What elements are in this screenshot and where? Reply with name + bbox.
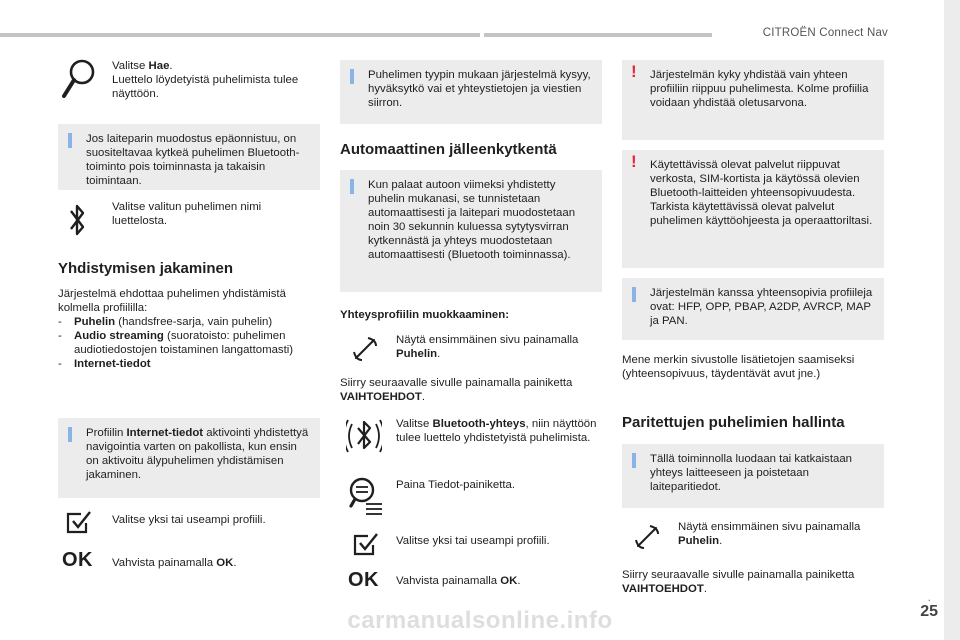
note-manage-paired: Tällä toiminnolla luodaan tai katkaistaan yhteys laitteeseen ja poistetaan laiteparitiedot.	[622, 444, 884, 508]
note-contacts-transfer: Puhelimen tyypin mukaan järjestelmä kysyy, hyväksytkö vai et yhteystietojen ja viestien siirron.	[340, 60, 602, 124]
heading-connection-sharing: Yhdistymisen jakaminen	[58, 260, 234, 277]
step-confirm: Vahvista painamalla OK.	[112, 557, 237, 569]
info-bar-icon	[350, 179, 354, 194]
step-select-profiles: Valitse yksi tai useampi profiili.	[396, 535, 550, 547]
page-number: 25	[920, 603, 938, 620]
step-search: Valitse Hae. Luettelo löydetyistä puhelimista tulee näyttöön.	[112, 60, 299, 100]
step-confirm: Vahvista painamalla OK.	[396, 575, 521, 587]
search-icon	[60, 58, 98, 100]
note-internet-data: Profiilin Internet-tiedot aktivointi yhdistettyä navigointia varten on pakollista, kun ensin on aktivoitu älypuhelimen yhdistämisen jakaminen.	[58, 418, 320, 498]
ok-icon: OK	[62, 549, 93, 571]
phone-icon	[634, 524, 660, 550]
profile-item-audio: - Audio streaming (suoratoisto: puhelimen audiotiedostojen toistaminen langattomasti)	[58, 330, 294, 356]
bluetooth-connection-icon	[346, 414, 382, 458]
step-bluetooth-connection: Valitse Bluetooth-yhteys, niin näyttöön tulee luettelo yhdistetyistä puhelimista.	[396, 418, 597, 444]
step-select-profiles: Valitse yksi tai useampi profiili.	[112, 514, 266, 526]
brand-title: CITROËN Connect Nav	[762, 27, 888, 39]
bluetooth-icon	[66, 202, 88, 238]
side-strip	[944, 0, 960, 640]
checkbox-icon	[352, 532, 380, 558]
profile-item-internet: - Internet-tiedot	[58, 358, 151, 370]
profile-list	[58, 315, 320, 371]
ok-icon: OK	[348, 569, 379, 591]
step-show-home: Näytä ensimmäinen sivu painamalla Puhelin.	[396, 334, 579, 360]
page-marker: .	[927, 590, 931, 604]
profile-item-phone: - Puhelin (handsfree-sarja, vain puhelin)	[58, 316, 273, 328]
warning-icon: !	[631, 152, 637, 171]
warning-services: ! Käytettävissä olevat palvelut riippuvat verkosta, SIM-kortista ja käytössä olevien Bluetooth-laitteiden yhteensopivuudesta. Tarkista käytettävissä olevat palvelut puhelimen käyttöohjeesta ja operaattoriltasi.	[622, 150, 884, 268]
warning-icon: !	[631, 62, 637, 81]
info-bar-icon	[68, 133, 72, 148]
step-details: Paina Tiedot-painiketta.	[396, 479, 516, 491]
more-info-text: Mene merkin sivustolle lisätietojen saamiseksi (yhteensopivuus, täydentävät avut jne.)	[622, 354, 855, 380]
step-show-home: Näytä ensimmäinen sivu painamalla Puhelin.	[678, 521, 861, 547]
watermark: carmanualsonline.info	[347, 607, 613, 634]
info-bar-icon	[350, 69, 354, 84]
sharing-intro: Järjestelmä ehdottaa puhelimen yhdistämistä kolmella profiililla:	[58, 288, 286, 314]
step-select-phone: Valitse valitun puhelimen nimi luettelosta.	[112, 201, 262, 227]
next-page-options: Siirry seuraavalle sivulle painamalla painiketta VAIHTOEHDOT.	[340, 377, 573, 403]
header-rule-left	[0, 33, 480, 37]
note-auto-reconnect: Kun palaat autoon viimeksi yhdistetty puhelin mukanasi, se tunnistetaan automaattisesti ja laitepari muodostetaan noin 30 sekunnin kuluessa sytytysvirran kytkennästä ja yhteys muodostetaan automaattisesti (Bluetooth toiminnassa).	[340, 170, 602, 292]
info-bar-icon	[632, 453, 636, 468]
header-rule-right	[484, 33, 712, 37]
info-bar-icon	[68, 427, 72, 442]
note-compatible-profiles: Järjestelmän kanssa yhteensopivia profiileja ovat: HFP, OPP, PBAP, A2DP, AVRCP, MAP ja PAN.	[622, 278, 884, 340]
phone-icon	[352, 336, 378, 362]
details-search-icon	[348, 476, 384, 518]
warning-profile-capability: ! Järjestelmän kyky yhdistää vain yhteen profiiliin riippuu puhelimesta. Kolme profiilia voidaan yhdistää oletusarvona.	[622, 60, 884, 140]
heading-auto-reconnect: Automaattinen jälleenkytkentä	[340, 141, 557, 158]
heading-paired-phones: Paritettujen puhelimien hallinta	[622, 414, 845, 431]
info-bar-icon	[632, 287, 636, 302]
subheading-edit-profile: Yhteysprofiilin muokkaaminen:	[340, 309, 509, 321]
next-page-options: Siirry seuraavalle sivulle painamalla painiketta VAIHTOEHDOT.	[622, 569, 855, 595]
note-pairing-failed: Jos laiteparin muodostus epäonnistuu, on suositeltavaa kytkeä puhelimen Bluetooth-toiminto pois toiminnasta ja takaisin toimintaan.	[58, 124, 320, 190]
checkbox-icon	[65, 510, 93, 536]
